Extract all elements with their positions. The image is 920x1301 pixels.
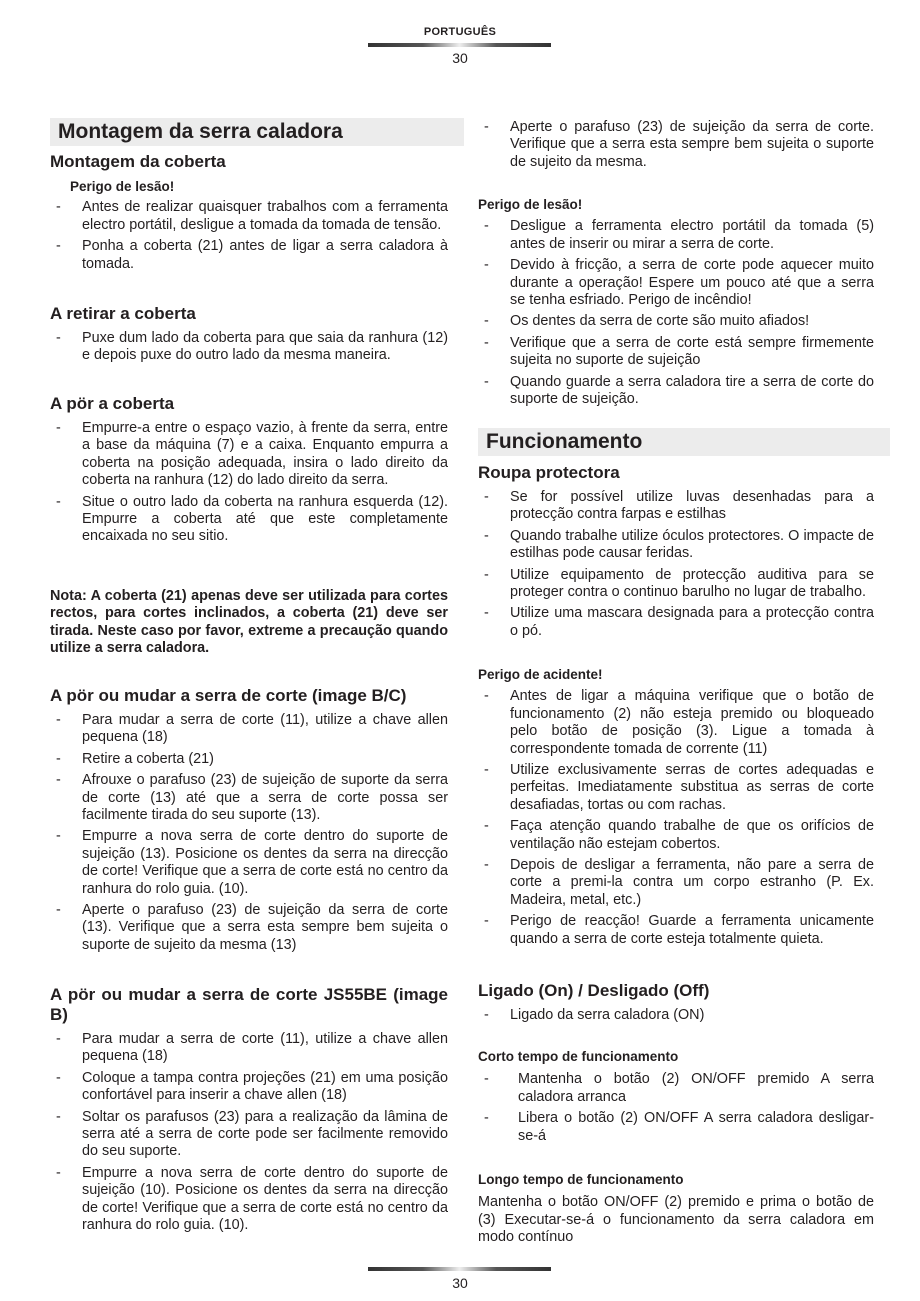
- dash-bullet: -: [484, 334, 489, 351]
- section-change-blade-js55be: [50, 985, 448, 1238]
- list-item-text: Afrouxe o parafuso (23) de sujeição de suporte da serra de corte (13) até que a serra de corte possa ser facilmente tirada do seu suporte (13).: [82, 772, 448, 824]
- list-item-text: Antes de realizar quaisquer trabalhos com a ferramenta electro portátil, desligue a tomada da tomada de tensão.: [82, 199, 448, 233]
- bullet-list: [50, 330, 448, 365]
- bullet-list: [478, 119, 874, 171]
- section-put-cover: [50, 394, 448, 550]
- list-item: [50, 199, 448, 234]
- dash-bullet: -: [484, 1071, 489, 1088]
- dash-bullet: -: [484, 688, 489, 705]
- list-item-text: Aperte o parafuso (23) de sujeição da serra de corte (13). Verifique que a serra esta sempre bem sujeita o suporte de sujeito da mesma (13): [82, 902, 448, 953]
- list-item: [50, 1031, 448, 1066]
- dash-bullet: -: [484, 313, 489, 330]
- list-item-text: Retire a coberta (21): [82, 750, 214, 767]
- dash-bullet: -: [484, 605, 489, 622]
- dash-bullet: -: [56, 1069, 61, 1086]
- bullet-list: [478, 1007, 874, 1024]
- list-item-text: Soltar os parafusos (23) para a realização da lâmina de serra até a serra de corte pode ser facilmente removido do seu suporte.: [82, 1108, 448, 1160]
- dash-bullet: -: [484, 1007, 489, 1023]
- list-item: [478, 1007, 874, 1024]
- list-item: [478, 257, 874, 309]
- section-long-operation: [478, 1171, 874, 1247]
- heading: A pör ou mudar a serra de corte JS55BE (image B): [50, 985, 448, 1024]
- dash-bullet: -: [56, 902, 61, 919]
- list-item: [478, 1110, 874, 1145]
- dash-bullet: -: [56, 828, 61, 845]
- dash-bullet: -: [56, 712, 61, 728]
- heading: Corto tempo de funcionamento: [478, 1049, 679, 1064]
- dash-bullet: -: [484, 218, 489, 235]
- dash-bullet: -: [484, 527, 489, 544]
- language-header: PORTUGUÊS: [423, 26, 497, 38]
- note: Nota: A coberta (21) apenas deve ser utilizada para cortes rectos, para cortes inclinados, a coberta (21) deve ser tirada. Neste caso por favor, extreme a precaução quando utilize a serra caladora.: [50, 588, 448, 657]
- list-item-text: Aperte o parafuso (23) de sujeição da serra de corte. Verifique que a serra esta sempre bem sujeita o suporte de sujeito da mesma.: [510, 119, 874, 170]
- dash-bullet: -: [484, 913, 489, 930]
- list-item-text: Ligado da serra caladora (ON): [510, 1007, 705, 1023]
- warning: Perigo de lesão!: [70, 179, 175, 194]
- dash-bullet: -: [56, 1164, 61, 1181]
- list-item-text: Os dentes da serra de corte são muito afiados!: [510, 313, 810, 330]
- list-item: [478, 313, 874, 330]
- heading: Longo tempo de funcionamento: [478, 1172, 684, 1187]
- list-item: [50, 494, 448, 546]
- heading: Montagem da coberta: [50, 152, 226, 171]
- list-item: [478, 374, 874, 409]
- dash-bullet: -: [484, 762, 489, 779]
- section-on-off: [478, 981, 874, 1028]
- list-item: [478, 605, 874, 640]
- list-item: [478, 218, 874, 253]
- bullet-list: [50, 420, 448, 546]
- dash-bullet: -: [56, 772, 61, 789]
- list-item-text: Empurre a nova serra de corte dentro do suporte de sujeição (13). Posicione os dentes da serra na direcção de corte! Verifique que a serra de corte está no centro da ranhura do rolo guia. (10).: [82, 828, 448, 897]
- list-item-text: Para mudar a serra de corte (11), utilize a chave allen pequena (18): [82, 712, 448, 746]
- list-item-text: Ponha a coberta (21) antes de ligar a serra caladora à tomada.: [82, 238, 448, 272]
- list-item: [478, 489, 874, 524]
- page-number-bottom: 30: [452, 1275, 468, 1291]
- dash-bullet: -: [56, 1108, 61, 1125]
- list-item: [50, 1165, 448, 1235]
- dash-bullet: -: [56, 199, 61, 216]
- list-item-text: Faça atenção quando trabalhe de que os orifícios de ventilação não estejam cobertos.: [510, 818, 874, 852]
- dash-bullet: -: [484, 489, 489, 505]
- list-item: [50, 330, 448, 365]
- list-item: [478, 818, 874, 853]
- bullet-list: [50, 199, 448, 273]
- list-item: [478, 762, 874, 814]
- bullet-list: [478, 489, 874, 640]
- list-item-text: Utilize uma mascara designada para a protecção contra o pó.: [510, 605, 874, 639]
- dash-bullet: -: [56, 420, 61, 436]
- list-item-text: Perigo de reacção! Guarde a ferramenta unicamente quando a serra de corte esteja totalmente quieta.: [510, 913, 874, 947]
- dash-bullet: -: [484, 257, 489, 274]
- list-item: [50, 1109, 448, 1161]
- list-item-text: Depois de desligar a ferramenta, não pare a serra de corte a premi-la contra um corpo estranho (P. Ex. Madeira, metal, etc.): [510, 857, 874, 908]
- list-item: [478, 1071, 874, 1106]
- section-title: Montagem da serra caladora: [50, 118, 464, 146]
- list-item-text: Coloque a tampa contra projeções (21) em uma posição confortável para inserir a chave allen (18): [82, 1069, 448, 1104]
- section-mount-cover: [50, 152, 448, 277]
- dash-bullet: -: [484, 566, 489, 583]
- dash-bullet: -: [56, 493, 61, 510]
- bullet-list: [50, 712, 448, 954]
- list-item: [50, 828, 448, 898]
- heading: A pör a coberta: [50, 394, 175, 413]
- header-divider: [368, 43, 551, 47]
- list-item-text: Situe o outro lado da coberta na ranhura esquerda (12). Empurre a coberta até que este completamente encaixada no seu sitio.: [82, 493, 448, 545]
- list-item: [50, 902, 448, 954]
- list-item: [50, 238, 448, 273]
- list-item-text: Quando trabalhe utilize óculos protectores. O impacte de estilhas pode causar feridas.: [510, 527, 874, 562]
- list-item: [50, 751, 448, 768]
- list-item-text: Empurre-a entre o espaço vazio, à frente da serra, entre a base da máquina (7) e a caixa. Enquanto empurra a coberta na posição adequada, insira o lado direito da coberta na ranhura (12) do lado direito da serra.: [82, 420, 448, 489]
- list-item: [50, 1070, 448, 1105]
- list-item-text: Utilize equipamento de protecção auditiva para se proteger contra o continuo barulho no lugar de trabalho.: [510, 566, 874, 601]
- list-item: [478, 119, 874, 171]
- dash-bullet: -: [484, 857, 489, 874]
- list-item-text: Mantenha o botão (2) ON/OFF premido A serra caladora arranca: [518, 1071, 874, 1105]
- list-item-text: Puxe dum lado da coberta para que saia da ranhura (12) e depois puxe do outro lado da mesma maneira.: [82, 330, 448, 364]
- heading: Ligado (On) / Desligado (Off): [478, 981, 710, 1000]
- section-title: Funcionamento: [478, 428, 890, 456]
- list-item: [478, 857, 874, 909]
- footer-divider: [368, 1267, 551, 1271]
- heading: A retirar a coberta: [50, 304, 196, 323]
- section-continued: [478, 119, 874, 175]
- page-number-top: 30: [452, 50, 468, 66]
- heading: Roupa protectora: [478, 463, 620, 482]
- dash-bullet: -: [56, 1031, 61, 1047]
- list-item: [478, 567, 874, 602]
- warning: Perigo de acidente!: [478, 667, 603, 682]
- bullet-list: [478, 1071, 874, 1145]
- list-item: [478, 335, 874, 370]
- list-item-text: Se for possível utilize luvas desenhadas para a protecção contra farpas e estilhas: [510, 489, 874, 523]
- list-item-text: Antes de ligar a máquina verifique que o botão de funcionamento (2) não esteja premido ou bloqueado pelo botão de posição (3). Ligue a tomada à correspondente tomada de corrente (11): [510, 688, 874, 757]
- dash-bullet: -: [484, 119, 489, 135]
- list-item-text: Utilize exclusivamente serras de cortes adequadas e perfeitas. Imediatamente substitua as serras de corte desafiadas, tortas ou com rachas.: [510, 762, 874, 813]
- list-item-text: Empurre a nova serra de corte dentro do suporte de sujeição (10). Posicione os dentes da serra na direcção de corte! Verifique que a serra de corte está no centro da ranhura do rolo guia. (10).: [82, 1164, 448, 1234]
- bullet-list: [50, 1031, 448, 1234]
- dash-bullet: -: [484, 373, 489, 390]
- list-item-text: Desligue a ferramenta electro portátil da tomada (5) antes de inserir ou mirar a serra de corte.: [510, 218, 874, 252]
- paragraph: Mantenha o botão ON/OFF (2) premido e prima o botão de (3) Executar-se-á o funcionamento da serra caladora em modo contínuo: [478, 1194, 874, 1246]
- list-item-text: Para mudar a serra de corte (11), utilize a chave allen pequena (18): [82, 1031, 448, 1065]
- dash-bullet: -: [484, 818, 489, 835]
- warning: Perigo de lesão!: [478, 197, 583, 212]
- list-item-text: Quando guarde a serra caladora tire a serra de corte do suporte de sujeição.: [510, 373, 874, 408]
- list-item: [50, 712, 448, 747]
- section-remove-cover: [50, 304, 448, 369]
- section-protective-clothing: [478, 463, 874, 644]
- list-item-text: Verifique que a serra de corte está sempre firmemente sujeita no suporte de sujeição: [510, 334, 874, 369]
- dash-bullet: -: [484, 1110, 489, 1127]
- list-item: [478, 688, 874, 758]
- section-injury: [478, 196, 874, 412]
- bullet-list: [478, 218, 874, 408]
- list-item: [50, 420, 448, 490]
- section-accident: [478, 666, 874, 952]
- list-item: [50, 772, 448, 824]
- list-item-text: Libera o botão (2) ON/OFF A serra caladora desligar-se-á: [518, 1110, 874, 1144]
- dash-bullet: -: [56, 238, 61, 255]
- dash-bullet: -: [56, 750, 61, 767]
- section-change-blade: [50, 686, 448, 958]
- bullet-list: [478, 688, 874, 948]
- dash-bullet: -: [56, 330, 61, 346]
- heading: A pör ou mudar a serra de corte (image B/C): [50, 686, 407, 705]
- list-item-text: Devido à fricção, a serra de corte pode aquecer muito durante a operação! Espere um pouco até que a serra se tenha esfriado. Perigo de incêndio!: [510, 257, 874, 309]
- list-item: [478, 528, 874, 563]
- section-short-operation: [478, 1048, 874, 1149]
- list-item: [478, 913, 874, 948]
